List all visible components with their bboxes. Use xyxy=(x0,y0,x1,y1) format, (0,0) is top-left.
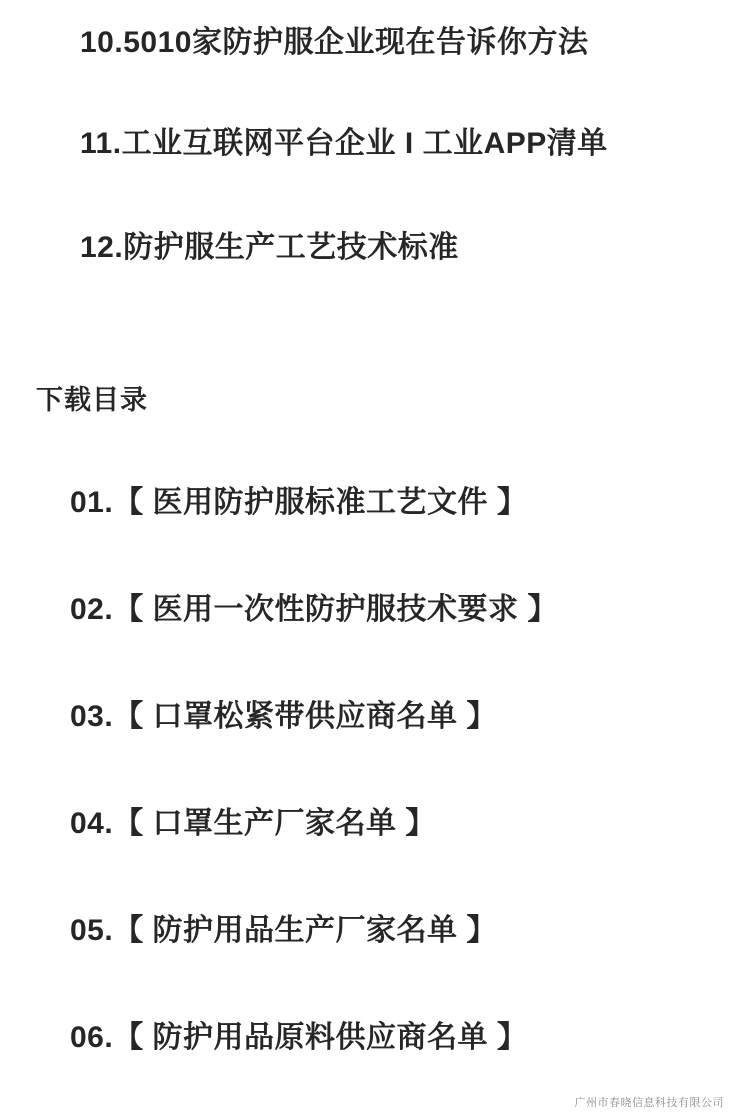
list-item-number: 01. xyxy=(70,486,114,519)
list-item-text: 【 口罩生产厂家名单 】 xyxy=(113,807,436,840)
list-item-text: 【 医用一次性防护服技术要求 】 xyxy=(113,593,558,626)
list-item xyxy=(80,231,459,264)
list-item-text: 防护服生产工艺技术标准 xyxy=(123,231,459,264)
list-item-text: 5010家防护服企业现在告诉你方法 xyxy=(123,26,589,59)
list-item xyxy=(70,807,436,840)
list-item-number: 04. xyxy=(70,807,114,840)
list-item xyxy=(70,1021,527,1054)
list-item-number: 10. xyxy=(80,26,124,59)
list-item xyxy=(70,700,497,733)
list-item-text: 工业互联网平台企业 I 工业APP清单 xyxy=(121,127,608,160)
list-item-number: 11. xyxy=(80,127,122,160)
list-item-number: 12. xyxy=(80,231,124,264)
section-heading: 下载目录 xyxy=(36,385,148,415)
list-item-text: 【 防护用品原料供应商名单 】 xyxy=(113,1021,528,1054)
list-item xyxy=(80,26,588,59)
list-item-number: 06. xyxy=(70,1021,114,1054)
list-item xyxy=(70,914,497,947)
list-item xyxy=(80,127,608,160)
list-item xyxy=(70,593,558,626)
list-item xyxy=(70,486,527,519)
footer-credit: 广州市春晓信息科技有限公司 xyxy=(574,1097,724,1109)
list-item-number: 02. xyxy=(70,593,114,626)
list-item-number: 05. xyxy=(70,914,114,947)
list-item-text: 【 口罩松紧带供应商名单 】 xyxy=(113,700,497,733)
list-item-text: 【 医用防护服标准工艺文件 】 xyxy=(113,486,528,519)
list-item-text: 【 防护用品生产厂家名单 】 xyxy=(113,914,497,947)
list-item-number: 03. xyxy=(70,700,114,733)
